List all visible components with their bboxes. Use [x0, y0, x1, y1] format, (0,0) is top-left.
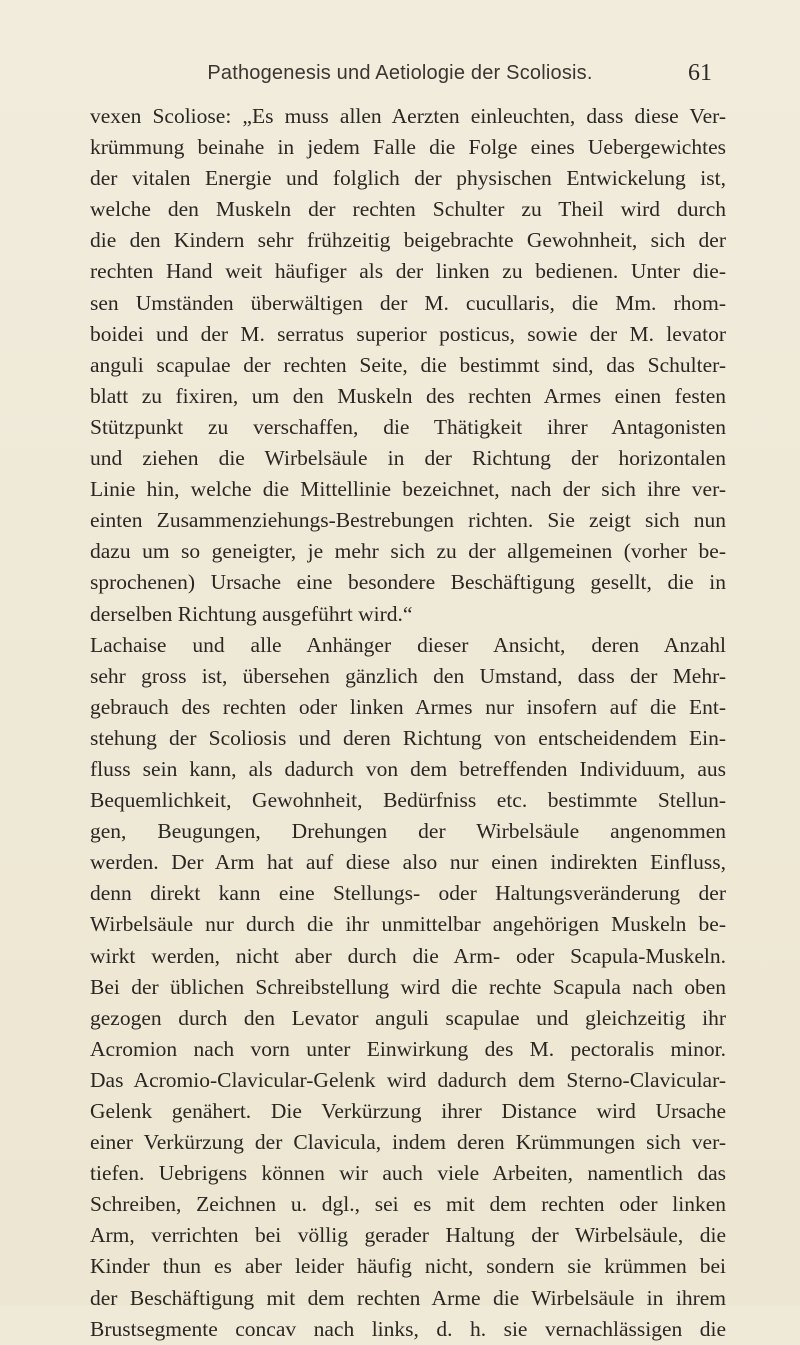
text-line: anguli scapulae der rechten Seite, die bestimmt sind, das Schulter- — [90, 352, 726, 377]
text-line: Arm, verrichten bei völlig gerader Haltung der Wirbelsäule, die — [90, 1223, 726, 1248]
text-line: gen, Beugungen, Drehungen der Wirbelsäule angenommen — [90, 819, 726, 844]
text-line: Lachaise und alle Anhänger dieser Ansicht, deren Anzahl — [90, 632, 726, 657]
text-line: dazu um so geneigter, je mehr sich zu der allgemeinen (vorher be- — [90, 539, 726, 564]
text-line: gebrauch des rechten oder linken Armes nur insofern auf die Ent- — [90, 694, 726, 719]
text-line: denn direkt kann eine Stellungs- oder Haltungsveränderung der — [90, 881, 726, 906]
text-line: vexen Scoliose: „Es muss allen Aerzten einleuchten, dass diese Ver- — [90, 104, 726, 128]
text-line: Bequemlichkeit, Gewohnheit, Bedürfniss etc. bestimmte Stellun- — [90, 788, 726, 813]
text-line: Stützpunkt zu verschaffen, die Thätigkeit ihrer Antagonisten — [90, 414, 726, 439]
page-number: 61 — [688, 60, 712, 86]
text-line: der Beschäftigung mit dem rechten Arme die Wirbelsäule in ihrem — [90, 1285, 726, 1310]
text-line: rechten Hand weit häufiger als der linken zu bedienen. Unter die- — [90, 259, 726, 284]
running-title: Pathogenesis und Aetiologie der Scoliosis. — [207, 62, 593, 84]
text-line: derselben Richtung ausgeführt wird.“ — [90, 601, 413, 626]
text-line: Gelenk genähert. Die Verkürzung ihrer Distance wird Ursache — [90, 1099, 726, 1123]
text-line: tiefen. Uebrigens können wir auch viele Arbeiten, namentlich das — [90, 1161, 726, 1186]
text-line: Linie hin, welche die Mittellinie bezeichnet, nach der sich ihre ver- — [90, 477, 726, 502]
text-line: Kinder thun es aber leider häufig nicht, sondern sie krümmen bei — [90, 1254, 726, 1279]
text-line: Acromion nach vorn unter Einwirkung des M. pectoralis minor. — [90, 1036, 726, 1061]
text-line: und ziehen die Wirbelsäule in der Richtung der horizontalen — [90, 446, 726, 471]
text-line: sehr gross ist, übersehen gänzlich den Umstand, dass der Mehr- — [90, 663, 726, 688]
text-line: die den Kindern sehr frühzeitig beigebrachte Gewohnheit, sich der — [90, 228, 726, 253]
text-line: der vitalen Energie und folglich der physischen Entwickelung ist, — [90, 166, 726, 191]
text-line: sen Umständen überwältigen der M. cucullaris, die Mm. rhom- — [90, 290, 726, 315]
text-line: welche den Muskeln der rechten Schulter zu Theil wird durch — [90, 197, 726, 222]
text-line: Brustsegmente concav nach links, d. h. sie vernachlässigen die — [90, 1316, 726, 1341]
text-line: Das Acromio-Clavicular-Gelenk wird dadurch dem Sterno-Clavicular- — [90, 1067, 726, 1092]
text-line: fluss sein kann, als dadurch von dem betreffenden Individuum, aus — [90, 756, 726, 781]
text-line: gezogen durch den Levator anguli scapulae und gleichzeitig ihr — [90, 1005, 726, 1030]
text-line: sprochenen) Ursache eine besondere Beschäftigung gesellt, die in — [90, 570, 726, 595]
text-line: werden. Der Arm hat auf diese also nur einen indirekten Einfluss, — [90, 850, 726, 875]
running-head — [0, 60, 800, 90]
text-line: boidei und der M. serratus superior posticus, sowie der M. levator — [90, 321, 726, 346]
text-line: stehung der Scoliosis und deren Richtung von entscheidendem Ein- — [90, 725, 726, 750]
text-line: blatt zu fixiren, um den Muskeln des rechten Armes einen festen — [90, 383, 726, 408]
text-line: wirkt werden, nicht aber durch die Arm- oder Scapula-Muskeln. — [90, 943, 726, 968]
text-line: einer Verkürzung der Clavicula, indem deren Krümmungen sich ver- — [90, 1130, 726, 1155]
text-line: einten Zusammenziehungs-Bestrebungen richten. Sie zeigt sich nun — [90, 508, 726, 533]
text-line: Wirbelsäule nur durch die ihr unmittelbar angehörigen Muskeln be- — [90, 912, 726, 937]
text-line: Bei der üblichen Schreibstellung wird die rechte Scapula nach oben — [90, 974, 726, 999]
body-text — [90, 101, 726, 1345]
text-line: Schreiben, Zeichnen u. dgl., sei es mit dem rechten oder linken — [90, 1192, 726, 1217]
text-line: krümmung beinahe in jedem Falle die Folge eines Uebergewichtes — [90, 135, 726, 160]
